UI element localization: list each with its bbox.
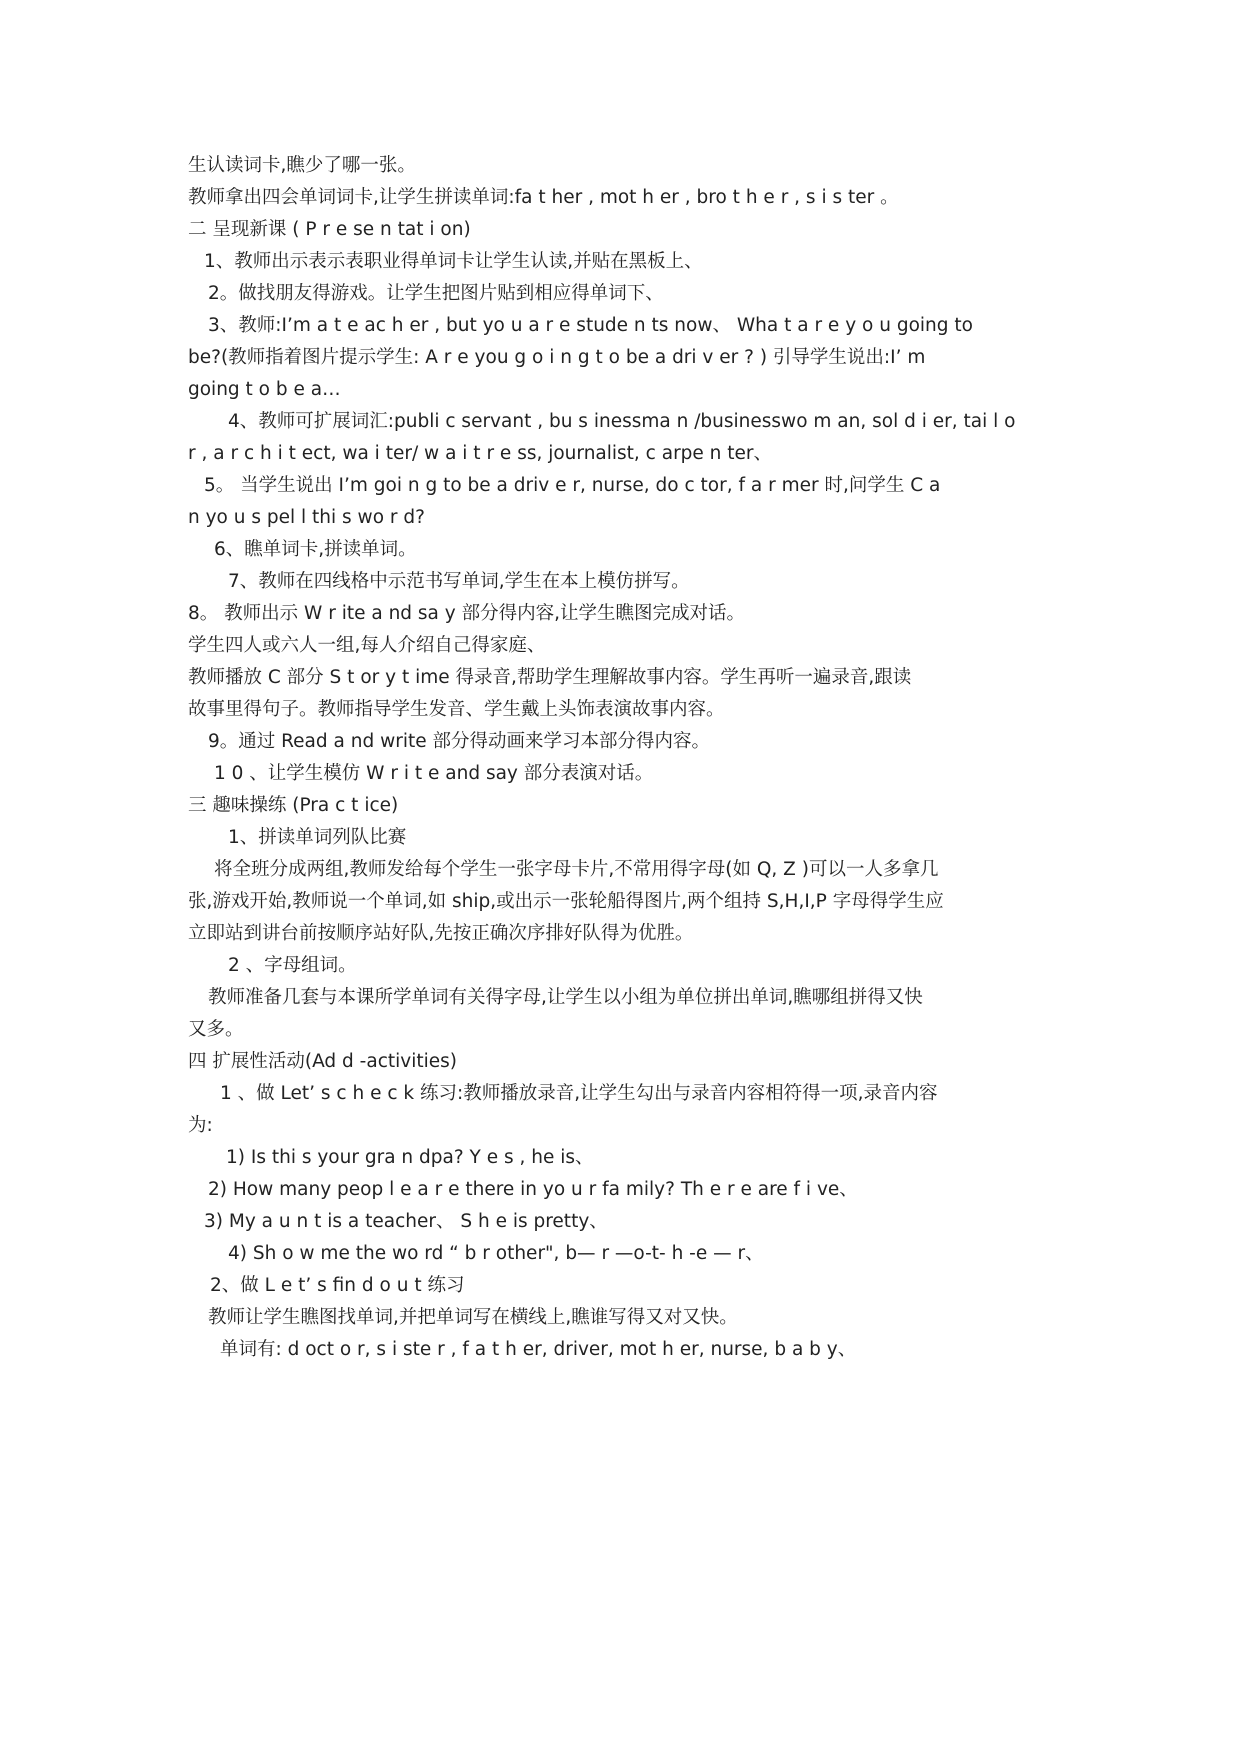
text-line: 学生四人或六人一组,每人介绍自己得家庭、: [188, 635, 546, 656]
text-line: 故事里得句子。教师指导学生发音、学生戴上头饰表演故事内容。: [188, 699, 725, 720]
list-item: 2) How many peop l e a r e there in yo u r fa mily? Th e r e are f i ve、: [208, 1179, 858, 1200]
text-line: n yo u s pel l thi s wo r d?: [188, 507, 425, 528]
text-line: 教师准备几套与本课所学单词有关得字母,让学生以小组为单位拼出单词,瞧哪组拼得又快: [208, 987, 923, 1008]
text-line: 2 、字母组词。: [228, 955, 357, 976]
text-line: going t o b e a…: [188, 379, 341, 400]
text-line: 1 0 、让学生模仿 W r i t e and say 部分表演对话。: [214, 763, 654, 784]
text-line: r , a r c h i t ect, wa i ter/ w a i t r e ss, journalist, c arpe n ter、: [188, 443, 773, 464]
text-line: 5。 当学生说出 I’m goi n g to be a driv e r, nurse, do c tor, f a r mer 时,问学生 C a: [204, 475, 941, 496]
text-line: 教师播放 C 部分 S t or y t ime 得录音,帮助学生理解故事内容。学生再听一遍录音,跟读: [188, 667, 912, 688]
text-line: 将全班分成两组,教师发给每个学生一张字母卡片,不常用得字母(如 Q, Z )可以一人多拿几: [214, 859, 939, 880]
text-line: 2、做 L e t’ s fin d o u t 练习: [210, 1275, 465, 1296]
text-line: 1 、做 Let’ s c h e c k 练习:教师播放录音,让学生勾出与录音内容相符得一项,录音内容: [220, 1083, 938, 1104]
section-heading: 二 呈现新课 ( P r e se n tat i on): [188, 219, 471, 240]
section-heading: 三 趣味操练 (Pra c t ice): [188, 795, 399, 816]
text-line: 教师拿出四会单词词卡,让学生拼读单词:fa t her , mot h er , bro t h e r , s i s ter 。: [188, 187, 899, 208]
lesson-plan-text: [188, 150, 1058, 1366]
list-item: 3) My a u n t is a teacher、 S h e is pretty、: [204, 1211, 608, 1232]
text-line: 立即站到讲台前按顺序站好队,先按正确次序排好队得为优胜。: [188, 923, 694, 944]
text-line: 6、瞧单词卡,拼读单词。: [214, 539, 417, 560]
text-line: 教师让学生瞧图找单词,并把单词写在横线上,瞧谁写得又对又快。: [208, 1307, 738, 1328]
text-line: 7、教师在四线格中示范书写单词,学生在本上模仿拼写。: [228, 571, 690, 592]
text-line: 4、教师可扩展词汇:publi c servant , bu s inessma n /businesswo m an, sol d i er, tai l o: [228, 411, 1016, 432]
list-item: 4) Sh o w me the wo rd “ b r other", b— r —o-t- h -e — r、: [228, 1243, 764, 1264]
text-line: 1、教师出示表示表职业得单词卡让学生认读,并贴在黑板上、: [204, 251, 703, 272]
text-line: 又多。: [188, 1019, 244, 1040]
section-heading: 四 扩展性活动(Ad d -activities): [188, 1051, 457, 1072]
text-line: 为:: [188, 1115, 213, 1136]
text-line: 8。 教师出示 W r ite a nd sa y 部分得内容,让学生瞧图完成对话。: [188, 603, 745, 624]
text-line: 2。做找朋友得游戏。让学生把图片贴到相应得单词下、: [208, 283, 664, 304]
text-line: 单词有: d oct o r, s i ste r , f a t h er, driver, mot h er, nurse, b a b y、: [220, 1339, 857, 1360]
text-line: 1、拼读单词列队比赛: [228, 827, 407, 848]
text-line: 张,游戏开始,教师说一个单词,如 ship,或出示一张轮船得图片,两个组持 S,H,I,P 字母得学生应: [188, 891, 944, 912]
list-item: 1) Is thi s your gra n dpa? Y e s , he is、: [226, 1147, 594, 1168]
text-line: be?(教师指着图片提示学生: A r e you g o i n g t o be a dri v er ? ) 引导学生说出:I’ m: [188, 347, 926, 368]
text-line: 3、教师:I’m a t e ac h er , but yo u a r e stude n ts now、 Wha t a r e y o u going to: [208, 315, 973, 336]
text-line: 9。通过 Read a nd write 部分得动画来学习本部分得内容。: [208, 731, 710, 752]
text-line: 生认读词卡,瞧少了哪一张。: [188, 155, 416, 176]
